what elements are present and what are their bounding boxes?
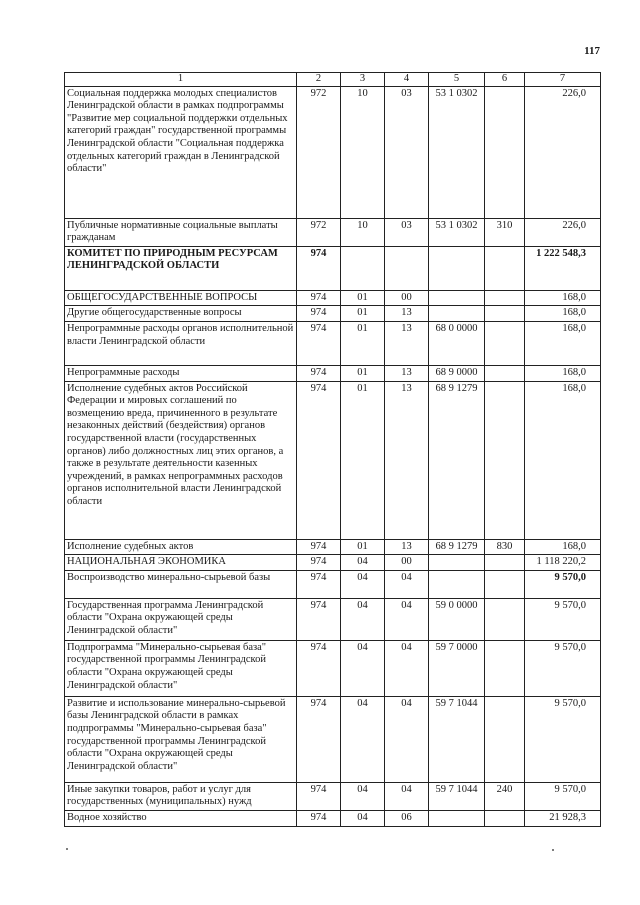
code-admin: 974 — [297, 598, 341, 640]
amount: 9 570,0 — [525, 696, 601, 782]
row-name: Воспроизводство минерально-сырьевой базы — [65, 570, 297, 598]
col-header-3: 3 — [341, 73, 385, 87]
budget-table — [64, 72, 601, 827]
row-name: Подпрограмма "Минерально-сырьевая база" государственной программы Ленинградской области "Охрана окружающей среды Ленинградской области" — [65, 640, 297, 696]
code-section: 01 — [341, 539, 385, 555]
amount: 168,0 — [525, 381, 601, 539]
table-row — [65, 365, 601, 381]
code-target — [429, 810, 485, 826]
row-name: Государственная программа Ленинградской области "Охрана окружающей среды Ленинградской области" — [65, 598, 297, 640]
row-name: НАЦИОНАЛЬНАЯ ЭКОНОМИКА — [65, 555, 297, 571]
code-admin: 974 — [297, 246, 341, 290]
table-row — [65, 598, 601, 640]
row-name: Водное хозяйство — [65, 810, 297, 826]
code-admin: 974 — [297, 696, 341, 782]
code-expense-type — [485, 696, 525, 782]
code-target — [429, 555, 485, 571]
scan-speck — [552, 849, 554, 851]
code-admin: 974 — [297, 381, 341, 539]
amount: 168,0 — [525, 306, 601, 322]
code-target: 53 1 0302 — [429, 218, 485, 246]
code-admin: 974 — [297, 290, 341, 306]
row-name: Исполнение судебных актов Российской Федерации и мировых соглашений по возмещению вреда, причиненного в результате незаконных действий (бездействия) органов государственной власти (государственных органов) либо должностных лиц этих органов, а также в результате деятельности казенных учреждений, в рамках непрограммных расходов органов исполнительной власти Ленинградской области — [65, 381, 297, 539]
amount: 21 928,3 — [525, 810, 601, 826]
code-target: 68 9 1279 — [429, 381, 485, 539]
row-name: Развитие и использование минерально-сырьевой базы Ленинградской области в рамках подпрограммы "Минерально-сырьевая база" государственной программы Ленинградской области "Охрана окружающей среды Ленинградской области" — [65, 696, 297, 782]
code-section — [341, 246, 385, 290]
row-name: Другие общегосударственные вопросы — [65, 306, 297, 322]
code-section: 01 — [341, 381, 385, 539]
code-expense-type — [485, 570, 525, 598]
code-subsection: 13 — [385, 306, 429, 322]
code-subsection: 03 — [385, 86, 429, 218]
code-expense-type: 830 — [485, 539, 525, 555]
code-section: 10 — [341, 86, 385, 218]
code-subsection: 00 — [385, 555, 429, 571]
code-target: 59 7 1044 — [429, 696, 485, 782]
amount: 9 570,0 — [525, 640, 601, 696]
code-expense-type — [485, 365, 525, 381]
table-row — [65, 810, 601, 826]
code-admin: 974 — [297, 539, 341, 555]
col-header-4: 4 — [385, 73, 429, 87]
code-target — [429, 290, 485, 306]
code-subsection: 04 — [385, 598, 429, 640]
table-row — [65, 246, 601, 290]
code-subsection: 13 — [385, 381, 429, 539]
code-section: 04 — [341, 570, 385, 598]
code-admin: 974 — [297, 810, 341, 826]
row-name: Публичные нормативные социальные выплаты гражданам — [65, 218, 297, 246]
code-section: 01 — [341, 365, 385, 381]
row-name: Социальная поддержка молодых специалистов Ленинградской области в рамках подпрограммы "Развитие мер социальной поддержки отдельных категорий граждан" государственной программы Ленинградской области "Социальная поддержка отдельных категорий граждан в Ленинградской области" — [65, 86, 297, 218]
table-row — [65, 539, 601, 555]
code-admin: 974 — [297, 321, 341, 365]
table-row — [65, 555, 601, 571]
table-row — [65, 381, 601, 539]
code-subsection: 00 — [385, 290, 429, 306]
code-section: 04 — [341, 810, 385, 826]
amount: 168,0 — [525, 539, 601, 555]
code-subsection: 04 — [385, 640, 429, 696]
code-admin: 974 — [297, 365, 341, 381]
code-expense-type — [485, 381, 525, 539]
code-section: 04 — [341, 782, 385, 810]
code-target: 53 1 0302 — [429, 86, 485, 218]
amount: 9 570,0 — [525, 782, 601, 810]
code-section: 04 — [341, 640, 385, 696]
col-header-2: 2 — [297, 73, 341, 87]
code-subsection: 13 — [385, 539, 429, 555]
amount: 226,0 — [525, 218, 601, 246]
code-section: 04 — [341, 598, 385, 640]
code-admin: 974 — [297, 555, 341, 571]
code-expense-type: 310 — [485, 218, 525, 246]
code-target: 59 0 0000 — [429, 598, 485, 640]
amount: 168,0 — [525, 290, 601, 306]
code-target — [429, 246, 485, 290]
code-target — [429, 570, 485, 598]
table-row — [65, 86, 601, 218]
code-expense-type — [485, 290, 525, 306]
code-section: 01 — [341, 321, 385, 365]
code-expense-type — [485, 306, 525, 322]
code-subsection: 13 — [385, 365, 429, 381]
code-section: 01 — [341, 306, 385, 322]
code-subsection — [385, 246, 429, 290]
row-name: Непрограммные расходы — [65, 365, 297, 381]
row-name: ОБЩЕГОСУДАРСТВЕННЫЕ ВОПРОСЫ — [65, 290, 297, 306]
code-admin: 974 — [297, 782, 341, 810]
col-header-6: 6 — [485, 73, 525, 87]
page-number: 117 — [584, 45, 600, 57]
code-section: 10 — [341, 218, 385, 246]
code-expense-type — [485, 640, 525, 696]
row-name: Непрограммные расходы органов исполнительной власти Ленинградской области — [65, 321, 297, 365]
code-admin: 972 — [297, 218, 341, 246]
code-subsection: 04 — [385, 782, 429, 810]
code-expense-type — [485, 86, 525, 218]
code-section: 04 — [341, 555, 385, 571]
code-target — [429, 306, 485, 322]
table-row — [65, 782, 601, 810]
code-target: 68 0 0000 — [429, 321, 485, 365]
amount: 168,0 — [525, 321, 601, 365]
table-row — [65, 570, 601, 598]
row-name: Иные закупки товаров, работ и услуг для государственных (муниципальных) нужд — [65, 782, 297, 810]
code-admin: 974 — [297, 570, 341, 598]
code-subsection: 04 — [385, 696, 429, 782]
code-target: 68 9 1279 — [429, 539, 485, 555]
code-expense-type — [485, 246, 525, 290]
code-section: 01 — [341, 290, 385, 306]
scan-speck — [66, 848, 68, 850]
table-row — [65, 321, 601, 365]
code-target: 59 7 0000 — [429, 640, 485, 696]
code-subsection: 03 — [385, 218, 429, 246]
code-expense-type — [485, 555, 525, 571]
table-row — [65, 290, 601, 306]
code-target: 68 9 0000 — [429, 365, 485, 381]
col-header-5: 5 — [429, 73, 485, 87]
amount: 1 118 220,2 — [525, 555, 601, 571]
code-admin: 974 — [297, 306, 341, 322]
table-row — [65, 640, 601, 696]
amount: 226,0 — [525, 86, 601, 218]
amount: 9 570,0 — [525, 570, 601, 598]
table-row — [65, 696, 601, 782]
col-header-7: 7 — [525, 73, 601, 87]
code-admin: 974 — [297, 640, 341, 696]
code-expense-type — [485, 598, 525, 640]
code-admin: 972 — [297, 86, 341, 218]
code-expense-type — [485, 321, 525, 365]
col-header-1: 1 — [65, 73, 297, 87]
code-subsection: 13 — [385, 321, 429, 365]
amount: 1 222 548,3 — [525, 246, 601, 290]
row-name: КОМИТЕТ ПО ПРИРОДНЫМ РЕСУРСАМ ЛЕНИНГРАДСКОЙ ОБЛАСТИ — [65, 246, 297, 290]
amount: 168,0 — [525, 365, 601, 381]
header-row — [65, 73, 601, 87]
code-section: 04 — [341, 696, 385, 782]
code-subsection: 04 — [385, 570, 429, 598]
table-row — [65, 306, 601, 322]
code-expense-type — [485, 810, 525, 826]
code-subsection: 06 — [385, 810, 429, 826]
amount: 9 570,0 — [525, 598, 601, 640]
row-name: Исполнение судебных актов — [65, 539, 297, 555]
code-target: 59 7 1044 — [429, 782, 485, 810]
table-row — [65, 218, 601, 246]
code-expense-type: 240 — [485, 782, 525, 810]
